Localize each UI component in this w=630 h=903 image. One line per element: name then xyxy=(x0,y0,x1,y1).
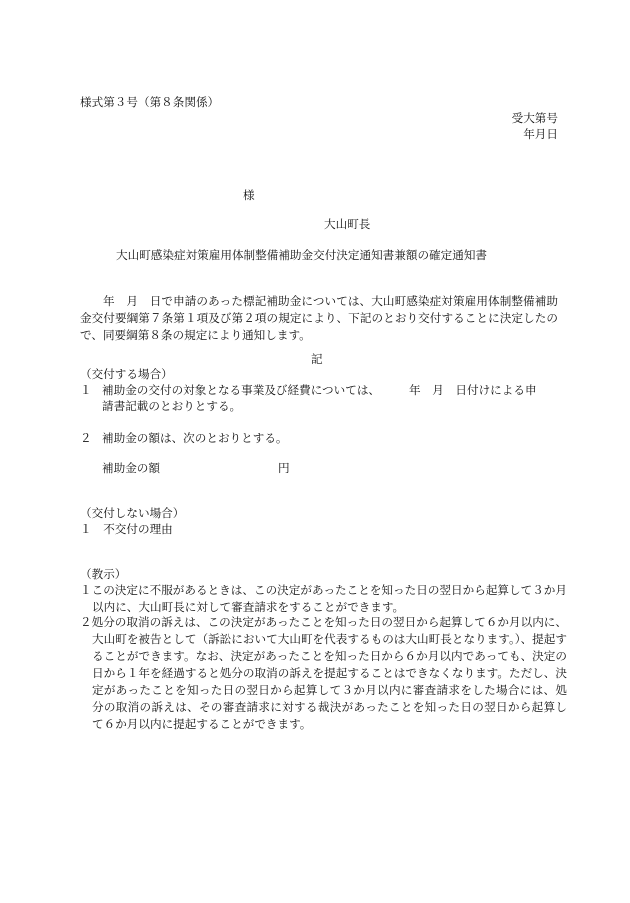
amount-unit: 円 xyxy=(278,461,290,475)
document-title: 大山町感染症対策雇用体制整備補助金交付決定通知書兼額の確定通知書 xyxy=(116,248,488,262)
nongrant-reason-label: １ 不交付の理由 xyxy=(80,522,173,536)
form-label: 様式第３号（第８条関係） xyxy=(80,95,220,109)
ki-marker: 記 xyxy=(311,352,323,366)
instruction-item-1 xyxy=(80,582,567,616)
instruction-item-2-number: ２ xyxy=(80,615,92,629)
grant-item-1-number: １ xyxy=(80,383,92,397)
nongrant-heading: （交付しない場合） xyxy=(80,506,185,520)
instruction-item-1-number: １ xyxy=(80,583,92,597)
instruction-item-1-text: この決定に不服があるときは、この決定があったことを知った日の翌日から起算して３か月以内に、大山町長に対して審査請求をすることができます。 xyxy=(91,583,567,614)
body-paragraph: 年 月 日で申請のあった標記補助金については、大山町感染症対策雇用体制整備補助金交付要綱第７条第１項及び第２項の規定により、下記のとおり交付することに決定したので、同要綱第８条の規定により通知します。 xyxy=(80,294,558,342)
grant-item-2-number: ２ xyxy=(80,431,92,445)
sender-name: 大山町長 xyxy=(324,217,371,231)
amount-label: 補助金の額 xyxy=(102,461,160,475)
document-date: 年月日 xyxy=(523,127,558,141)
instruction-heading: （教示） xyxy=(80,567,127,581)
grant-heading: （交付する場合） xyxy=(80,367,173,381)
grant-item-1-text-a: 補助金の交付の対象となる事業及び経費については、 年 月 日付けによる申 xyxy=(102,383,537,397)
grant-item-2 xyxy=(80,430,288,447)
addressee-title: 様 xyxy=(243,188,255,202)
instruction-item-2-text: 処分の取消の訴えは、この決定があったことを知った日の翌日から起算して６か月以内に、大山町を被告として（訴訟において大山町を代表するものは大山町長となります。）、提起することができます。なお、決定があったことを知った日から６か月以内であっても、決定の日から１年を経過すると処分の取消の訴えを提起することはできなくなります。ただし、決定があったことを知った日の翌日から起算して３か月以内に審査請求をした場合には、処分の取消の訴えは、その審査請求に対する裁決があったことを知った日の翌日から起算して６か月以内に提起することができます。 xyxy=(91,615,567,731)
receipt-number: 受大第号 xyxy=(511,111,558,125)
grant-item-2-text: 補助金の額は、次のとおりとする。 xyxy=(102,431,288,445)
instruction-item-2 xyxy=(80,614,567,733)
grant-item-1 xyxy=(80,382,537,399)
grant-item-1-continuation: 請書記載のとおりとする。 xyxy=(102,399,242,413)
